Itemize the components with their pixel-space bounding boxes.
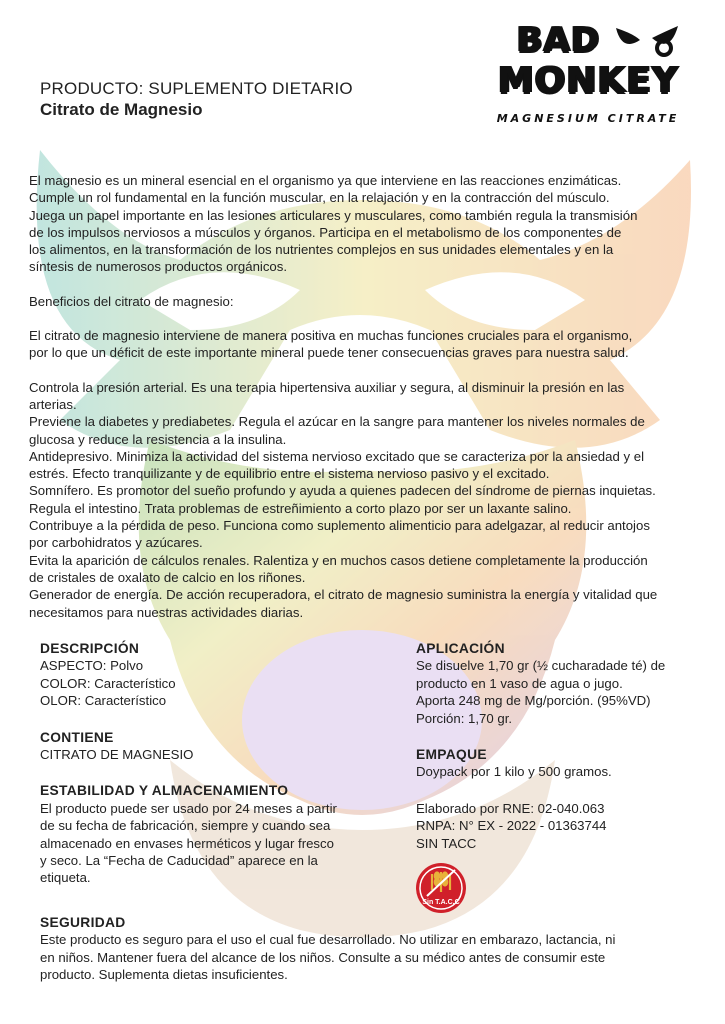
badge-text: Sin T.A.C.C [422, 899, 460, 906]
benefit-line: Generador de energía. De acción recuperadora, el citrato de magnesio suministra la energía y vitalidad que [29, 587, 658, 603]
description-body [29, 172, 714, 621]
intro-line: síntesis de numerosos productos orgánicos. [29, 259, 288, 275]
benefit-line: estrés. Efecto tranquilizante y de equilibrio entre el sistema nervioso pasivo y el excitado. [29, 466, 550, 482]
security-line: producto. Suplementa dietas insuficientes. [40, 967, 288, 983]
spec-line: y seco. La “Fecha de Caducidad” aparece en la [40, 853, 318, 869]
registry-line: Elaborado por RNE: 02-040.063 [416, 800, 605, 816]
logo-tagline: MAGNESIUM CITRATE [496, 112, 680, 125]
spec-line: Doypack por 1 kilo y 500 gramos. [416, 764, 612, 780]
benefit-line: Controla la presión arterial. Es una terapia hipertensiva auxiliar y segura, al disminuir la presión en las [29, 379, 625, 395]
benefit-line: glucosa y reduce la resistencia a la insulina. [29, 431, 287, 447]
section-title-contiene: CONTIENE [40, 729, 114, 745]
spec-line: Se disuelve 1,70 gr (½ cucharadade té) de [416, 658, 666, 674]
section-title-seguridad: SEGURIDAD [40, 915, 126, 930]
benefit-line: por carbohidratos y azúcares. [29, 535, 203, 551]
security-section [40, 914, 700, 984]
security-line: en niños. Mantener fuera del alcance de los niños. Consulte a su médico antes de consumir este [40, 949, 606, 965]
benefits-intro-line: por lo que un déficit de este importante mineral puede tener consecuencias graves para nuestra salud. [29, 345, 629, 361]
sin-tacc-badge-icon [415, 862, 467, 914]
logo-word-monkey: MONKEY [497, 60, 679, 101]
logo-word-bad: BAD [516, 20, 600, 60]
monkey-eyes-icon [612, 22, 682, 62]
benefit-line: necesitamos para nuestras actividades diarias. [29, 604, 304, 620]
section-title-empaque: EMPAQUE [416, 747, 487, 763]
section-title-estabilidad: ESTABILIDAD Y ALMACENAMIENTO [40, 783, 289, 799]
benefit-line: Previene la diabetes y prediabetes. Regula el azúcar en la sangre para mantener los niveles normales de [29, 414, 645, 430]
intro-line: El magnesio es un mineral esencial en el organismo ya que interviene en las reacciones enzimáticas. [29, 173, 622, 188]
benefit-line: de cristales de oxalato de calcio en los riñones. [29, 569, 306, 585]
intro-line: Juega un papel importante en las lesiones articulares y musculares, como también regula la transmisión [29, 207, 638, 223]
benefit-line: Evita la aparición de cálculos renales. Ralentiza y en muchos casos detiene completamente la producción [29, 552, 648, 568]
spec-line: de su fecha de fabricación, siempre y cuando sea [40, 818, 331, 834]
product-type: PRODUCTO: SUPLEMENTO DIETARIO [40, 79, 353, 98]
spec-line: COLOR: Característico [40, 675, 176, 691]
registry-line: SIN TACC [416, 835, 477, 851]
spec-line: almacenado en envases herméticos y lugar fresco [40, 835, 334, 851]
section-title-descripcion: DESCRIPCIÓN [40, 641, 140, 656]
benefit-line: Contribuye a la pérdida de peso. Funciona como suplemento alimenticio para adelgazar, al reducir antojos [29, 518, 650, 534]
spec-line: ASPECTO: Polvo [40, 658, 144, 674]
product-name: Citrato de Magnesio [40, 100, 203, 119]
product-header [40, 79, 353, 121]
intro-line: de los impulsos nerviosos a músculos y órganos. Participa en el metabolismo de los componentes de [29, 224, 622, 240]
benefits-title: Beneficios del citrato de magnesio: [29, 293, 234, 309]
intro-line: Cumple un rol fundamental en la función muscular, en la relajación y en la contracción del músculo. [29, 190, 610, 206]
benefit-line: Antidepresivo. Minimiza la actividad del sistema nervioso excitado que se caracteriza por la ansiedad y el [29, 448, 644, 464]
benefit-line: arterias. [29, 396, 77, 412]
registry-line: RNPA: N° EX - 2022 - 01363744 [416, 818, 607, 834]
right-spec-column [416, 640, 716, 852]
spec-line: CITRATO DE MAGNESIO [40, 747, 194, 763]
spec-line: OLOR: Característico [40, 693, 167, 709]
benefit-line: Somnífero. Es promotor del sueño profundo y ayuda a quienes padecen del síndrome de piernas inquietas. [29, 483, 656, 499]
spec-line: Aporta 248 mg de Mg/porción. (95%VD) [416, 693, 651, 709]
spec-line: etiqueta. [40, 870, 91, 886]
intro-line: los alimentos, en la transformación de los nutrientes complejos en sus unidades elementales y en la [29, 242, 614, 258]
benefit-line: Regula el intestino. Trata problemas de estreñimiento a corto plazo por ser un laxante salino. [29, 500, 572, 516]
spec-line: El producto puede ser usado por 24 meses a partir [40, 800, 337, 816]
spec-line: Porción: 1,70 gr. [416, 710, 513, 726]
left-spec-column [40, 640, 400, 887]
section-title-aplicacion: APLICACIÓN [416, 641, 505, 656]
brand-logo [488, 20, 688, 145]
spec-line: producto en 1 vaso de agua o jugo. [416, 675, 623, 691]
security-line: Este producto es seguro para el uso el cual fue desarrollado. No utilizar en embarazo, lactancia, ni [40, 932, 616, 948]
benefits-intro-line: El citrato de magnesio interviene de manera positiva en muchas funciones cruciales para el organismo, [29, 328, 633, 344]
